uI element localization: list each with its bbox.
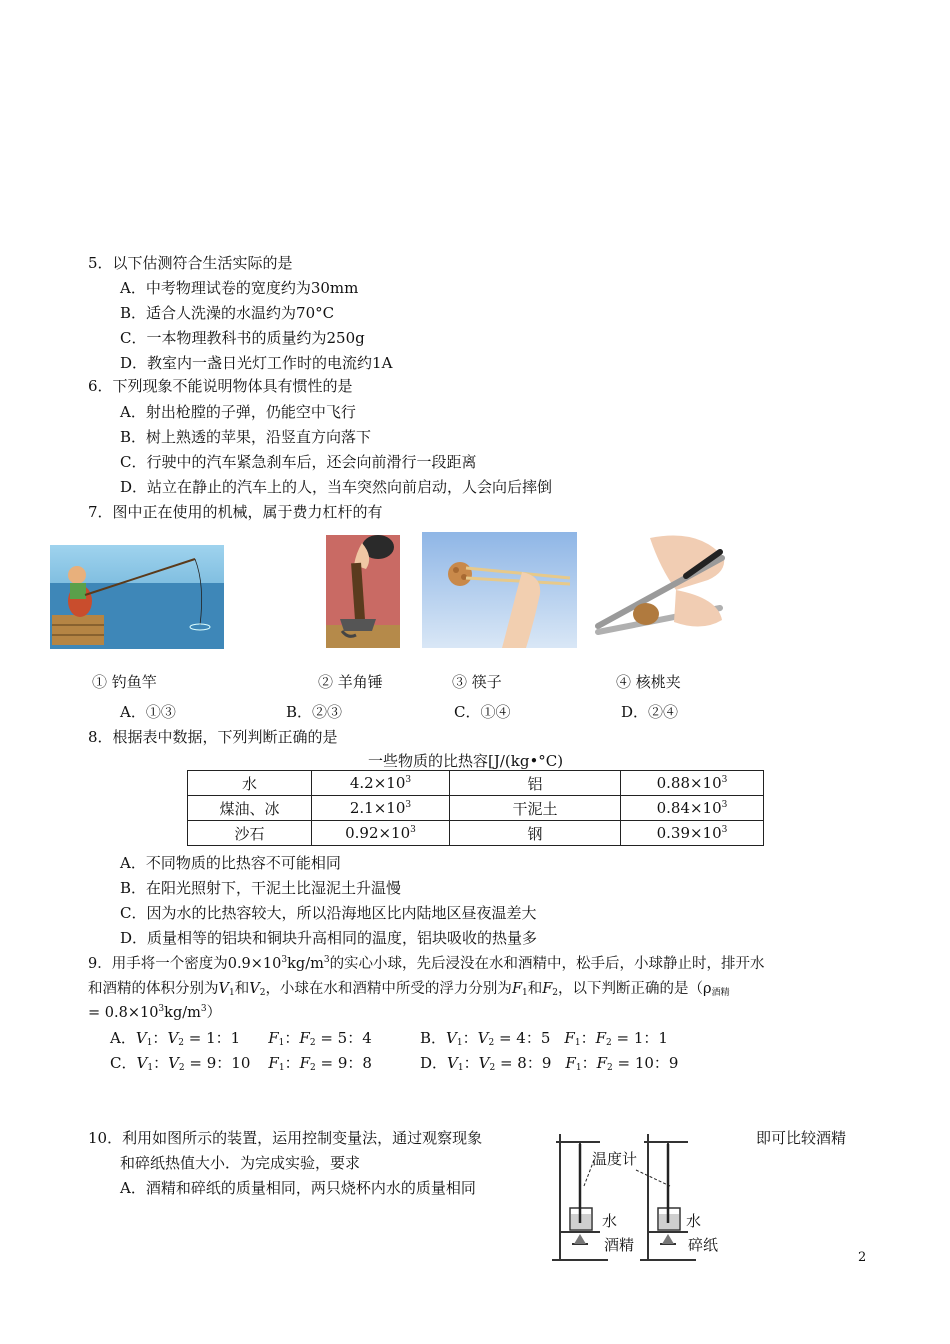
water-label-2: 水 xyxy=(686,1213,702,1230)
q9-option-d: D．$V_1$：$V_2 = 8$：9 $F_1$：$F_2 = 10$：9 xyxy=(420,1054,679,1073)
water-label-1: 水 xyxy=(602,1213,618,1230)
nutcracker-image xyxy=(590,528,730,648)
table-row xyxy=(188,771,764,796)
q5-option-d: D．教室内一盏日光灯工作时的电流约1A xyxy=(120,354,393,372)
table-cell: $0.84\times 10^3$ xyxy=(621,796,764,821)
paper-label: 碎纸 xyxy=(688,1237,719,1254)
table-cell: 钢 xyxy=(450,821,621,846)
q10-line-2: 和碎纸热值大小．为完成实验，要求 xyxy=(120,1154,361,1172)
chopsticks-image xyxy=(422,532,577,648)
q7-stem: 7．图中正在使用的机械，属于费力杠杆的有 xyxy=(88,503,383,521)
table-cell: 水 xyxy=(188,771,312,796)
q6-stem: 6．下列现象不能说明物体具有惯性的是 xyxy=(88,377,353,395)
caption-nutcracker: ④ 核桃夹 xyxy=(616,673,681,691)
table-row xyxy=(188,796,764,821)
table-cell: $0.92\times 10^3$ xyxy=(312,821,450,846)
table-cell: $2.1\times 10^3$ xyxy=(312,796,450,821)
caption-fishing-rod: ① 钓鱼竿 xyxy=(92,673,157,691)
table-cell: $4.2\times 10^3$ xyxy=(312,771,450,796)
q5-option-c: C．一本物理教科书的质量约为250g xyxy=(120,329,365,347)
q6-option-c: C．行驶中的汽车紧急刹车后，还会向前滑行一段距离 xyxy=(120,453,477,471)
q6-option-a: A．射出枪膛的子弹，仍能空中飞行 xyxy=(120,403,356,421)
q5-option-b: B．适合人洗澡的水温约为70°C xyxy=(120,304,335,322)
table-cell: 煤油、冰 xyxy=(188,796,312,821)
q7-option-d: D．②④ xyxy=(621,703,679,721)
table-cell: 沙石 xyxy=(188,821,312,846)
alcohol-label: 酒精 xyxy=(604,1237,635,1254)
q10-stem-end: 即可比较酒精 xyxy=(756,1129,847,1147)
q6-option-d: D．站立在静止的汽车上的人，当车突然向前启动，人会向后摔倒 xyxy=(120,478,553,496)
q8-option-d: D．质量相等的铝块和铜块升高相同的温度，铝块吸收的热量多 xyxy=(120,929,538,947)
table-cell: $0.39\times 10^3$ xyxy=(621,821,764,846)
q7-option-b: B．②③ xyxy=(286,703,343,721)
thermometer-label: 温度计 xyxy=(592,1151,638,1168)
table-row xyxy=(188,821,764,846)
q8-option-b: B．在阳光照射下，干泥土比湿泥土升温慢 xyxy=(120,879,402,897)
q8-stem: 8．根据表中数据，下列判断正确的是 xyxy=(88,728,338,746)
q5-option-a: A．中考物理试卷的宽度约为30mm xyxy=(120,279,359,297)
q9-line-2: 和酒精的体积分别为$V_1$和$V_2$，小球在水和酒精中所受的浮力分别为$F_1$和$F_2$，以下判断正确的是（$\rho_{酒精}$ xyxy=(88,981,730,998)
table-title: 一些物质的比热容[J/(kg•°C) xyxy=(368,752,564,770)
q8-option-c: C．因为水的比热容较大，所以沿海地区比内陆地区昼夜温差大 xyxy=(120,904,537,922)
table-cell: $0.88\times 10^3$ xyxy=(621,771,764,796)
claw-hammer-image xyxy=(326,535,400,648)
q5-stem: 5．以下估测符合生活实际的是 xyxy=(88,254,293,272)
q6-option-b: B．树上熟透的苹果，沿竖直方向落下 xyxy=(120,428,372,446)
q10-option-a: A．酒精和碎纸的质量相同，两只烧杯内水的质量相同 xyxy=(120,1179,476,1197)
table-cell: 铝 xyxy=(450,771,621,796)
q7-option-c: C．①④ xyxy=(454,703,511,721)
page-number: 2 xyxy=(858,1250,867,1265)
q9-line-1: 9．用手将一个密度为$0.9\times 10^3kg/m^3$的实心小球，先后浸没在水和酒精中，松手后，小球静止时，排开水 xyxy=(88,955,765,972)
specific-heat-table xyxy=(187,770,764,846)
q9-option-b: B．$V_1$：$V_2 = 4$：5 $F_1$：$F_2 = 1$：1 xyxy=(420,1029,668,1048)
caption-claw-hammer: ② 羊角锤 xyxy=(318,673,383,691)
fishing-rod-image xyxy=(50,545,224,649)
q9-line-3: = $0.8\times 10^3kg/m^3$） xyxy=(88,1004,222,1021)
q10-stem: 10．利用如图所示的装置，运用控制变量法，通过观察现象 xyxy=(88,1129,483,1147)
q7-option-a: A．①③ xyxy=(120,703,176,721)
q8-option-a: A．不同物质的比热容不可能相同 xyxy=(120,854,341,872)
table-cell: 干泥土 xyxy=(450,796,621,821)
q9-option-a: A．$V_1$：$V_2 = 1$：1 $F_1$：$F_2 = 5$：4 xyxy=(110,1029,372,1048)
q9-option-c: C．$V_1$：$V_2 = 9$：10 $F_1$：$F_2 = 9$：8 xyxy=(110,1054,372,1073)
combustion-apparatus-diagram xyxy=(548,1128,738,1266)
caption-chopsticks: ③ 筷子 xyxy=(452,673,502,691)
